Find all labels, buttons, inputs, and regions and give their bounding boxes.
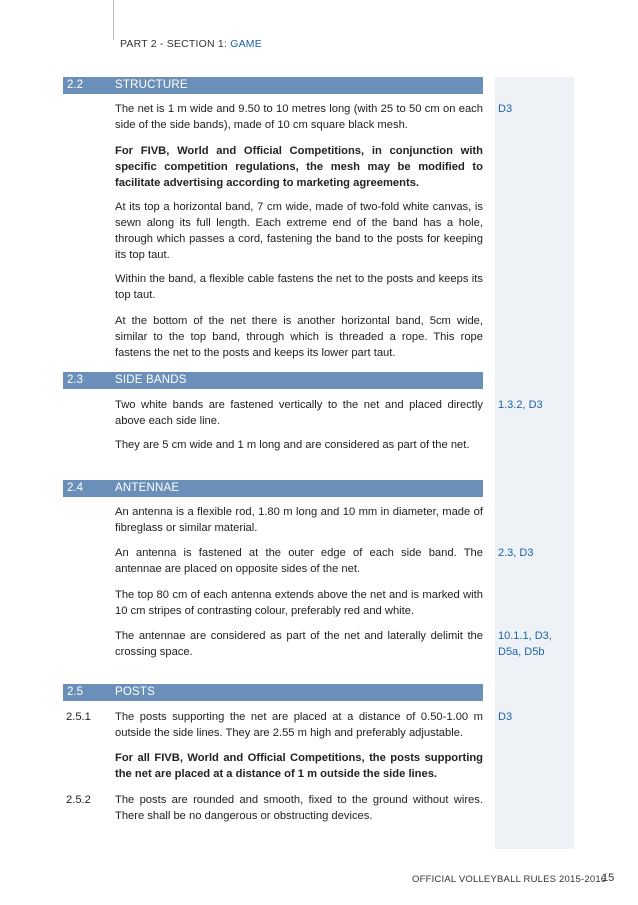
paragraph: The top 80 cm of each antenna extends above the net and is marked with 10 cm stripes of contrasting colour, preferably red and white.	[115, 589, 483, 617]
paragraph: Within the band, a flexible cable fastens the net to the posts and keeps its top taut.	[115, 273, 483, 301]
section-bar-2-3	[63, 372, 483, 389]
rule-reference: D3	[498, 103, 513, 115]
rule-reference: 10.1.1, D3,	[498, 630, 552, 642]
paragraph: An antenna is a flexible rod, 1.80 m long and 10 mm in diameter, made of fibreglass or similar material.	[115, 506, 483, 534]
margin-line	[113, 0, 114, 40]
paragraph: An antenna is fastened at the outer edge of each side band. The antennae are placed on opposite sides of the net.	[115, 547, 483, 575]
subsection-number: 2.5.2	[66, 794, 91, 806]
section-bar-2-4	[63, 480, 483, 497]
section-title: POSTS	[115, 686, 155, 698]
rule-reference: 1.3.2, D3	[498, 399, 543, 411]
header-part: PART 2 - SECTION 1:	[120, 38, 231, 50]
section-number: 2.3	[67, 374, 83, 386]
section-bar-2-2	[63, 77, 483, 94]
reference-column	[495, 77, 574, 849]
section-bar-2-5	[63, 684, 483, 701]
paragraph: The net is 1 m wide and 9.50 to 10 metres long (with 25 to 50 cm on each side of the side bands), made of 10 cm square black mesh.	[115, 103, 483, 131]
paragraph: The posts are rounded and smooth, fixed to the ground without wires. There shall be no dangerous or obstructing devices.	[115, 794, 483, 822]
paragraph: At its top a horizontal band, 7 cm wide, made of two-fold white canvas, is sewn along its full length. Each extreme end of the band has a hole, through which passes a cord, fastening the band to the posts for keeping its top taut.	[115, 201, 483, 261]
section-number: 2.2	[67, 79, 83, 91]
section-title: STRUCTURE	[115, 79, 188, 91]
paragraph: Two white bands are fastened vertically to the net and placed directly above each side line.	[115, 399, 483, 427]
page-header	[120, 38, 262, 50]
section-title: ANTENNAE	[115, 482, 180, 494]
header-section: GAME	[230, 38, 262, 50]
rule-reference: 2.3, D3	[498, 547, 534, 559]
page-number: 15	[602, 872, 615, 884]
paragraph: At the bottom of the net there is another horizontal band, 5cm wide, similar to the top band, through which is threaded a rope. This rope fastens the net to the posts and keeps its lower part taut.	[115, 315, 483, 359]
rule-reference: D3	[498, 711, 513, 723]
paragraph: They are 5 cm wide and 1 m long and are considered as part of the net.	[115, 439, 470, 451]
section-number: 2.4	[67, 482, 83, 494]
section-number: 2.5	[67, 686, 83, 698]
paragraph-bold: For all FIVB, World and Official Competitions, the posts supporting the net are placed at a distance of 1 m outside the side lines.	[115, 752, 483, 780]
section-title: SIDE BANDS	[115, 374, 187, 386]
paragraph-bold: For FIVB, World and Official Competitions, in conjunction with specific competition regulations, the mesh may be modified to facilitate advertising according to marketing agreements.	[115, 145, 483, 189]
rule-reference: D5a, D5b	[498, 646, 545, 658]
footer-title: OFFICIAL VOLLEYBALL RULES 2015-2016	[412, 874, 607, 885]
paragraph: The antennae are considered as part of the net and laterally delimit the crossing space.	[115, 630, 483, 658]
subsection-number: 2.5.1	[66, 711, 91, 723]
paragraph: The posts supporting the net are placed at a distance of 0.50-1.00 m outside the side lines. They are 2.55 m high and preferably adjustable.	[115, 711, 483, 739]
